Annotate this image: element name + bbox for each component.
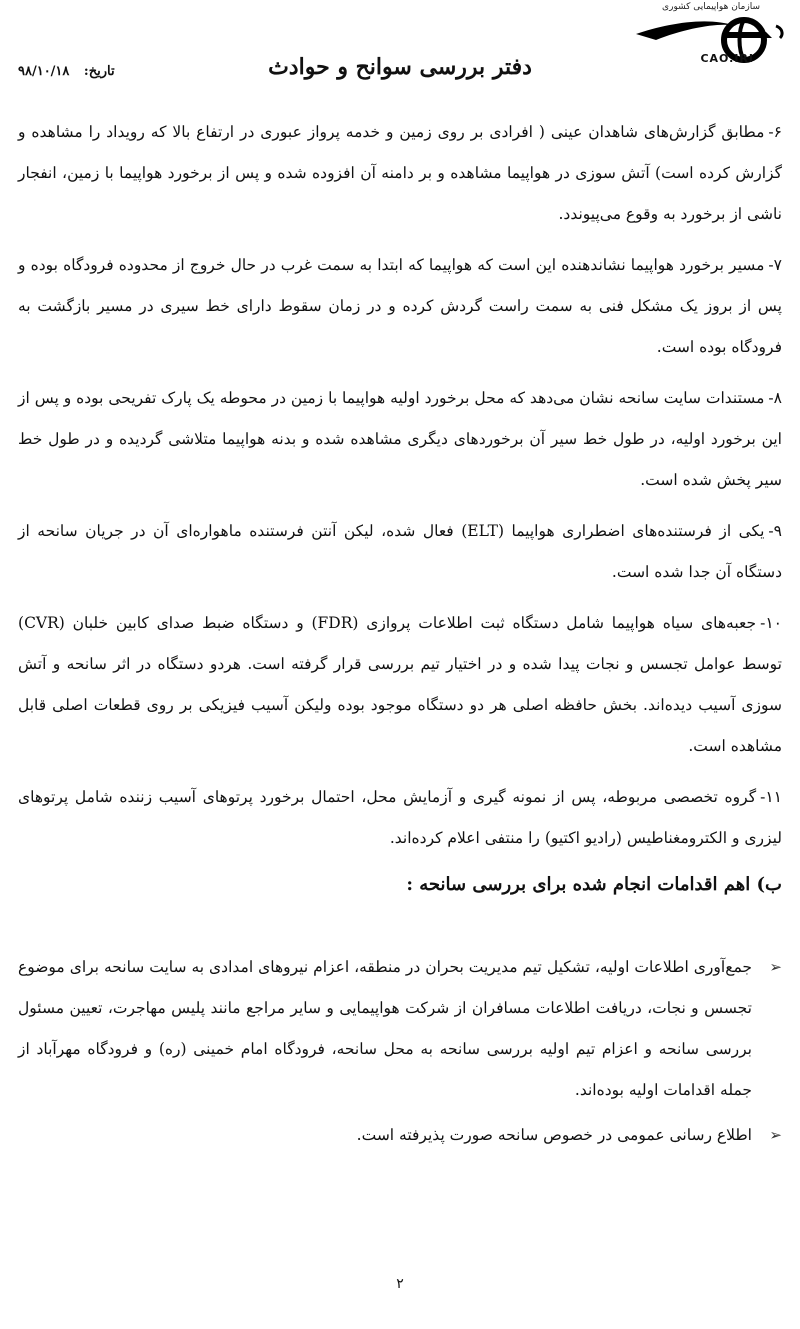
paragraph-text: یکی از فرستنده‌های اضطراری هواپیما (ELT) فعال شده، لیکن آنتن فرستنده ماهواره‌ای آن در جریان سانحه از دستگاه آن جدا شده است. — [18, 522, 782, 581]
paragraph-10 — [18, 603, 782, 767]
document-body — [18, 112, 782, 1160]
paragraph-text: مسیر برخورد هواپیما نشاندهنده این است که هواپیما که ابتدا به سمت غرب در حال خروج از محدوده فرودگاه بوده و پس از بروز یک مشکل فنی به سمت راست گردش کرده و در زمان سقوط دارای خط سیری در مسیر بازگشت به فرودگاه بوده است. — [18, 256, 782, 356]
paragraph-number: ۱۱- — [760, 788, 782, 806]
page-title: دفتر بررسی سوانح و حوادث — [268, 54, 532, 80]
bullet-item — [18, 947, 782, 1111]
organization-name: سازمان هواپیمایی کشوری — [662, 2, 760, 12]
paragraph-number: ۸- — [768, 389, 782, 407]
bullet-text: اطلاع رسانی عمومی در خصوص سانحه صورت پذیرفته است. — [356, 1126, 752, 1144]
page-number: ۲ — [396, 1276, 404, 1292]
paragraph-number: ۶- — [768, 123, 782, 141]
check-arrow-icon: ➢ — [769, 958, 782, 976]
bullet-text: جمع‌آوری اطلاعات اولیه، تشکیل تیم مدیریت بحران در منطقه، اعزام نیروهای امدادی به سایت سانحه برای موضوع تجسس و نجات، دریافت اطلاعات مسافران از شرکت هواپیمایی و سایر مراجع مانند پلیس مهاجرت، تعیین مسئول بررسی سانحه و اعزام تیم اولیه بررسی سانحه به محل سانحه، فرودگاه امام خمینی (ره) و فرودگاه مهرآباد از جمله اقدامات اولیه بوده‌اند. — [18, 958, 752, 1099]
paragraph-text: مطابق گزارش‌های شاهدان عینی ( افرادی بر روی زمین و خدمه پرواز عبوری در ارتفاع بالا که رویداد را مشاهده و گزارش کرده است) آتش سوزی در هواپیما مشاهده و بر دامنه آن افزوده شده و پس از برخورد هواپیما با زمین، انفجار ناشی از برخورد به وقوع می‌پیوندد. — [18, 123, 782, 223]
date-field — [18, 64, 115, 79]
paragraph-9 — [18, 511, 782, 593]
paragraph-6 — [18, 112, 782, 235]
paragraph-number: ۷- — [768, 256, 782, 274]
logo-caption: CAO.IRI — [700, 52, 754, 65]
paragraph-7 — [18, 245, 782, 368]
date-value: ۹۸/۱۰/۱۸ — [18, 64, 70, 79]
paragraph-8 — [18, 378, 782, 501]
section-heading: ب) اهم اقدامات انجام شده برای بررسی سانحه : — [406, 874, 782, 895]
date-label: تاریخ: — [83, 64, 115, 79]
paragraph-text: جعبه‌های سیاه هواپیما شامل دستگاه ثبت اطلاعات پروازی (FDR) و دستگاه ضبط صدای کابین خلبان (CVR) توسط عوامل تجسس و نجات پیدا شده و در اختیار تیم بررسی قرار گرفته است. هردو دستگاه در اثر سانحه و آتش سوزی آسیب دیده‌اند. بخش حافظه اصلی هر دو دستگاه موجود بوده ولیکن آسیب فیزیکی بر روی قطعات اصلی قابل مشاهده است. — [18, 614, 782, 755]
paragraph-number: ۱۰- — [760, 614, 783, 632]
paragraph-number: ۹- — [768, 522, 782, 540]
check-arrow-icon: ➢ — [769, 1126, 782, 1144]
paragraph-text: گروه تخصصی مربوطه، پس از نمونه گیری و آزمایش محل، احتمال برخورد پرتوهای آسیب زننده شامل پرتوهای لیزری و الکترومغناطیس (رادیو اکتیو) را منتفی اعلام کرده‌اند. — [18, 788, 782, 847]
paragraph-11 — [18, 777, 782, 859]
paragraph-text: مستندات سایت سانحه نشان می‌دهد که محل برخورد اولیه هواپیما با زمین در محوطه یک پارک تفریحی بوده و پس از این برخورد اولیه، در طول خط سیر آن برخوردهای دیگری مشاهده شده و بدنه هواپیما متلاشی گردیده و در طول خط سیر پخش شده است. — [17, 389, 782, 489]
bullet-item — [18, 1115, 782, 1156]
